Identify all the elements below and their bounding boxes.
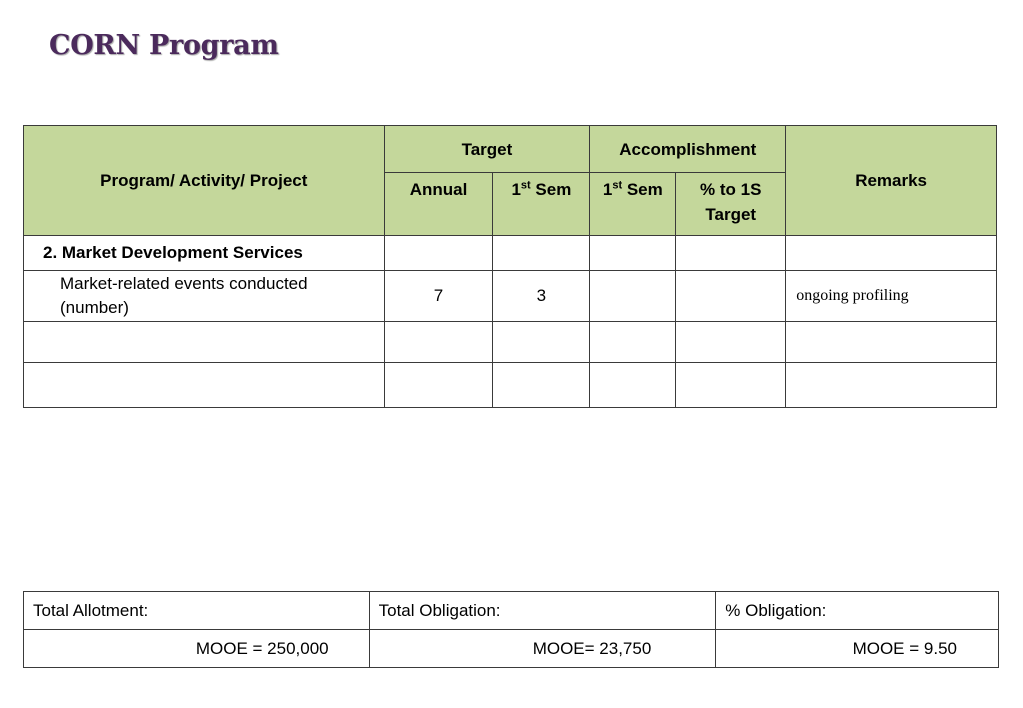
total-allotment-value: MOOE = 250,000: [24, 630, 370, 668]
table-row: [24, 236, 997, 271]
annual-target-value: 7: [384, 271, 493, 322]
total-obligation-label: Total Obligation:: [369, 592, 716, 630]
remarks-value: ongoing profiling: [786, 271, 997, 322]
sem-accomplishment-value: [590, 271, 676, 322]
percent-obligation-value: MOOE = 9.50: [716, 630, 999, 668]
total-obligation-value: MOOE= 23,750: [369, 630, 716, 668]
table-row: [24, 271, 997, 322]
header-accomplishment: Accomplishment: [590, 126, 786, 173]
table-row: [24, 322, 997, 363]
header-program-activity-project: Program/ Activity/ Project: [24, 126, 385, 236]
sem-target-value: 3: [493, 271, 590, 322]
header-percent-to-1s-target: % to 1S Target: [676, 173, 786, 236]
total-allotment-label: Total Allotment:: [24, 592, 370, 630]
page-title: CORN Program: [49, 30, 279, 61]
budget-table: [23, 591, 999, 668]
header-annual: Annual: [384, 173, 493, 236]
section-label: 2. Market Development Services: [24, 236, 385, 271]
header-target: Target: [384, 126, 590, 173]
activity-label: Market-related events conducted (number): [24, 271, 385, 322]
percent-obligation-label: % Obligation:: [716, 592, 999, 630]
header-target-1st-sem: 1st Sem: [493, 173, 590, 236]
table-row: [24, 363, 997, 408]
header-accomplishment-1st-sem: 1st Sem: [590, 173, 676, 236]
percent-value: [676, 271, 786, 322]
accomplishment-table: [23, 125, 997, 408]
header-remarks: Remarks: [786, 126, 997, 236]
